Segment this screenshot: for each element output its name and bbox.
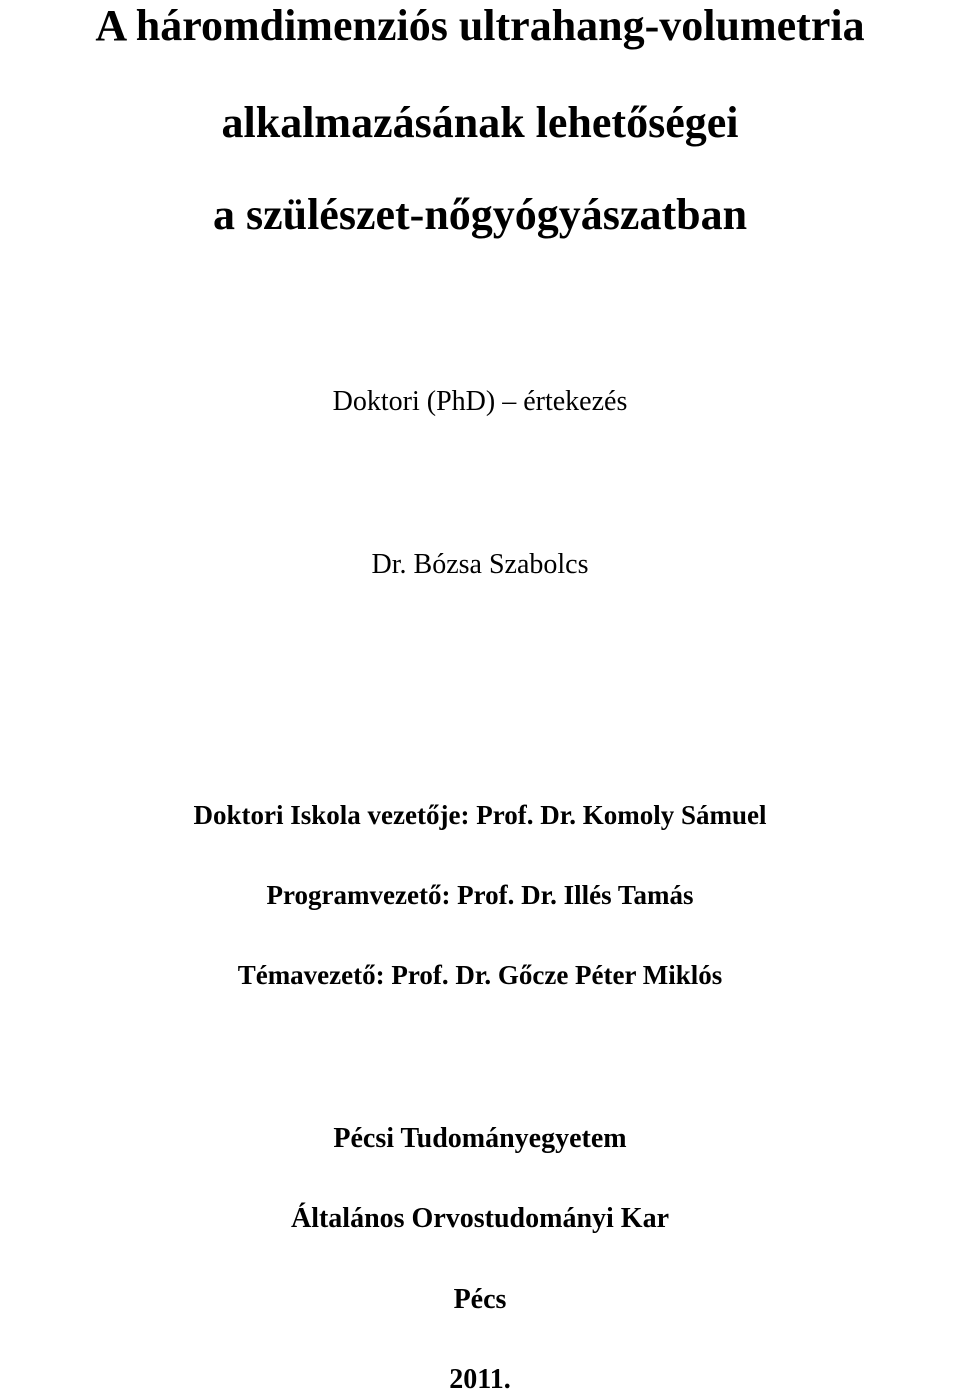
title-line-1: A háromdimenziós ultrahang-volumetria <box>95 1 865 50</box>
university-name: Pécsi Tudományegyetem <box>333 1123 627 1154</box>
document-type: Doktori (PhD) – értekezés <box>332 386 628 417</box>
school-head: Doktori Iskola vezetője: Prof. Dr. Komoly Sámuel <box>193 800 767 830</box>
program-head: Programvezető: Prof. Dr. Illés Tamás <box>266 880 694 910</box>
author-name: Dr. Bózsa Szabolcs <box>371 549 589 580</box>
title-line-2: alkalmazásának lehetőségei <box>221 98 739 147</box>
publication-year: 2011. <box>449 1364 511 1395</box>
city-name: Pécs <box>453 1284 507 1315</box>
title-line-3: a szülészet-nőgyógyászatban <box>212 190 748 239</box>
thesis-supervisor: Témavezető: Prof. Dr. Gőcze Péter Miklós <box>237 960 723 990</box>
faculty-name: Általános Orvostudományi Kar <box>290 1203 670 1234</box>
